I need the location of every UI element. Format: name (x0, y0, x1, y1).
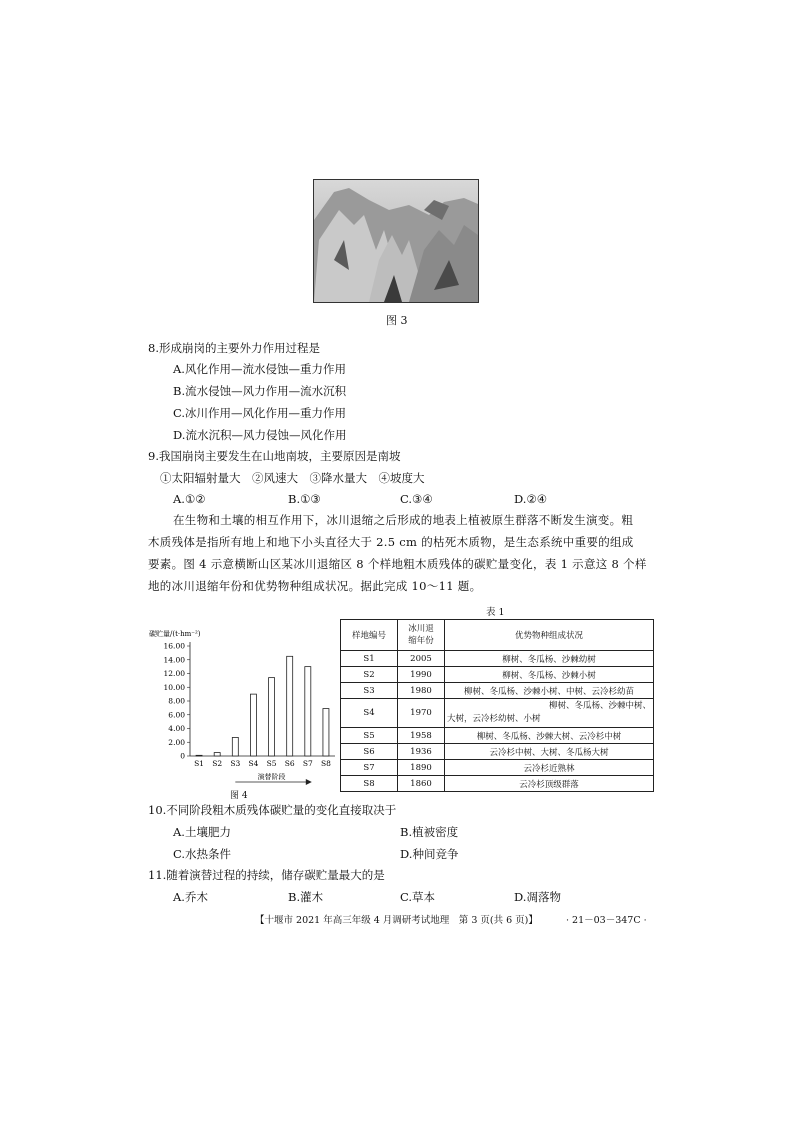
bar-chart (145, 624, 345, 794)
bar-s4 (250, 694, 256, 756)
cell-year: 2005 (398, 651, 445, 667)
cell-year: 1990 (398, 667, 445, 683)
y-tick-label: 0 (180, 751, 185, 761)
table-header-row (341, 620, 654, 651)
species-line: 柳树、冬瓜杨、沙棘中树、 (548, 701, 651, 711)
bar-s3 (232, 737, 238, 756)
question-9-option-a: A.①② (173, 492, 206, 506)
table-1 (340, 619, 654, 792)
question-10-stem: 10.不同阶段粗木质残体碳贮量的变化直接取决于 (148, 803, 397, 817)
y-tick-label: 2.00 (168, 737, 185, 747)
cell-year: 1936 (398, 744, 445, 760)
header-species: 优势物种组成状况 (445, 620, 654, 651)
species-line: 柳树、冬瓜杨、沙棘小树 (502, 670, 596, 681)
species-line: 柳树、冬瓜杨、沙棘小树、中树、云冷杉幼苗 (463, 686, 634, 697)
x-tick-label: S3 (230, 759, 241, 768)
question-10-option-d: D.种间竞争 (400, 847, 459, 861)
figure-4-caption: 图 4 (230, 791, 248, 801)
y-tick-label: 10.00 (163, 682, 185, 692)
y-tick-label: 12.00 (163, 669, 185, 678)
bar-s1 (196, 755, 202, 756)
bar-s7 (305, 667, 311, 756)
species-line: 云冷杉顶级群落 (519, 779, 579, 790)
cell-species (445, 651, 654, 667)
species-line: 大树，云冷杉幼树、小树 (447, 714, 541, 724)
question-8-option-c: C.冰川作用—风化作用—重力作用 (173, 406, 347, 420)
x-tick-label: S6 (284, 759, 295, 768)
x-tick-label: S5 (266, 759, 277, 768)
y-tick-label: 4.00 (168, 724, 185, 733)
cell-species (445, 683, 654, 699)
exam-code: · 21－03－347C · (566, 915, 647, 926)
x-tick-label: S2 (212, 759, 223, 768)
species-line: 云冷杉中树、大树、冬瓜杨大树 (489, 747, 609, 758)
question-8-stem: 8.形成崩岗的主要外力作用过程是 (148, 341, 320, 355)
table-1-caption: 表 1 (486, 607, 505, 618)
passage-line: 在生物和土壤的相互作用下，冰川退缩之后形成的地表上植被原生群落不断发生演变。粗 (173, 513, 634, 527)
table-row (341, 728, 654, 744)
y-tick-label: 14.00 (163, 655, 185, 665)
species-line: 云冷杉近熟林 (523, 763, 575, 774)
cell-site-id: S1 (341, 651, 398, 667)
header-year-line: 缩年份 (408, 636, 434, 646)
question-9-choices: ①太阳辐射量大 ②风速大 ③降水量大 ④坡度大 (160, 471, 425, 485)
question-11-stem: 11.随着演替过程的持续，储存碳贮量最大的是 (148, 868, 385, 882)
species-line: 柳树、冬瓜杨、沙棘大树、云冷杉中树 (476, 731, 622, 742)
table-row (341, 651, 654, 667)
cell-site-id: S8 (341, 776, 398, 792)
cell-species (445, 667, 654, 683)
header-year-line: 冰川退 (408, 624, 434, 634)
landscape-image (314, 180, 478, 302)
cell-site-id: S3 (341, 683, 398, 699)
arrow-head-icon (306, 779, 312, 785)
figure-3-caption: 图 3 (386, 314, 408, 327)
y-tick-label: 8.00 (168, 696, 185, 706)
table-row (341, 667, 654, 683)
question-11-option-a: A.乔木 (173, 890, 208, 904)
x-axis-label: 演替阶段 (257, 773, 286, 781)
question-9-option-b: B.①③ (288, 492, 321, 506)
cell-site-id: S4 (341, 699, 398, 728)
table-row (341, 776, 654, 792)
table-row (341, 744, 654, 760)
cell-site-id: S6 (341, 744, 398, 760)
cell-year: 1970 (398, 699, 445, 728)
passage-line: 要素。图 4 示意横断山区某冰川退缩区 8 个样地粗木质残体的碳贮量变化，表 1 示意这 8 个样 (148, 557, 647, 571)
question-8-option-a: A.风化作用—流水侵蚀—重力作用 (173, 362, 346, 376)
table-row (341, 760, 654, 776)
question-10-option-c: C.水热条件 (173, 847, 232, 861)
question-8-option-b: B.流水侵蚀—风力作用—流水沉积 (173, 384, 347, 398)
question-10-option-b: B.植被密度 (400, 825, 459, 839)
bar-s5 (269, 678, 275, 756)
y-tick-label: 6.00 (168, 710, 185, 720)
cell-year: 1980 (398, 683, 445, 699)
cell-site-id: S7 (341, 760, 398, 776)
cell-species (445, 760, 654, 776)
cell-site-id: S2 (341, 667, 398, 683)
x-tick-label: S4 (248, 759, 259, 768)
cell-species (445, 699, 654, 728)
bar-s6 (287, 656, 293, 756)
x-tick-label: S8 (320, 759, 331, 768)
species-line: 柳树、冬瓜杨、沙棘幼树 (502, 654, 596, 665)
y-axis-label: 碳贮量/(t·hm⁻²) (149, 630, 201, 638)
data-table (340, 619, 654, 792)
question-8-option-d: D.流水沉积—风力侵蚀—风化作用 (173, 428, 347, 442)
header-retreat-year (398, 620, 445, 651)
question-11-option-d: D.凋落物 (514, 890, 561, 904)
page-footer: 【十堰市 2021 年高三年级 4 月调研考试地理 第 3 页(共 6 页)】 (255, 915, 538, 926)
question-11-option-c: C.草本 (400, 890, 436, 904)
x-tick-label: S7 (302, 759, 313, 768)
question-11-option-b: B.灌木 (288, 890, 324, 904)
passage-line: 地的冰川退缩年份和优势物种组成状况。据此完成 10～11 题。 (148, 579, 482, 593)
passage-line: 木质残体是指所有地上和地下小头直径大于 2.5 cm 的枯死木质物，是生态系统中重要的组成 (148, 535, 634, 549)
table-row (341, 699, 654, 728)
cell-species (445, 776, 654, 792)
cell-year: 1958 (398, 728, 445, 744)
question-10-option-a: A.土壤肥力 (173, 825, 231, 839)
cell-year: 1890 (398, 760, 445, 776)
question-9-option-d: D.②④ (514, 492, 548, 506)
bar-s2 (214, 753, 220, 756)
table-row (341, 683, 654, 699)
question-9-stem: 9.我国崩岗主要发生在山地南坡，主要原因是南坡 (148, 449, 401, 463)
reading-passage (148, 509, 648, 597)
bar-s8 (323, 709, 329, 756)
cell-site-id: S5 (341, 728, 398, 744)
cell-species (445, 728, 654, 744)
header-site-id: 样地编号 (341, 620, 398, 651)
cell-year: 1860 (398, 776, 445, 792)
cell-species (445, 744, 654, 760)
y-tick-label: 16.00 (163, 641, 185, 651)
question-9-option-c: C.③④ (400, 492, 433, 506)
figure-4-chart (145, 624, 345, 798)
gully-photo (313, 179, 479, 303)
x-tick-label: S1 (194, 759, 205, 768)
